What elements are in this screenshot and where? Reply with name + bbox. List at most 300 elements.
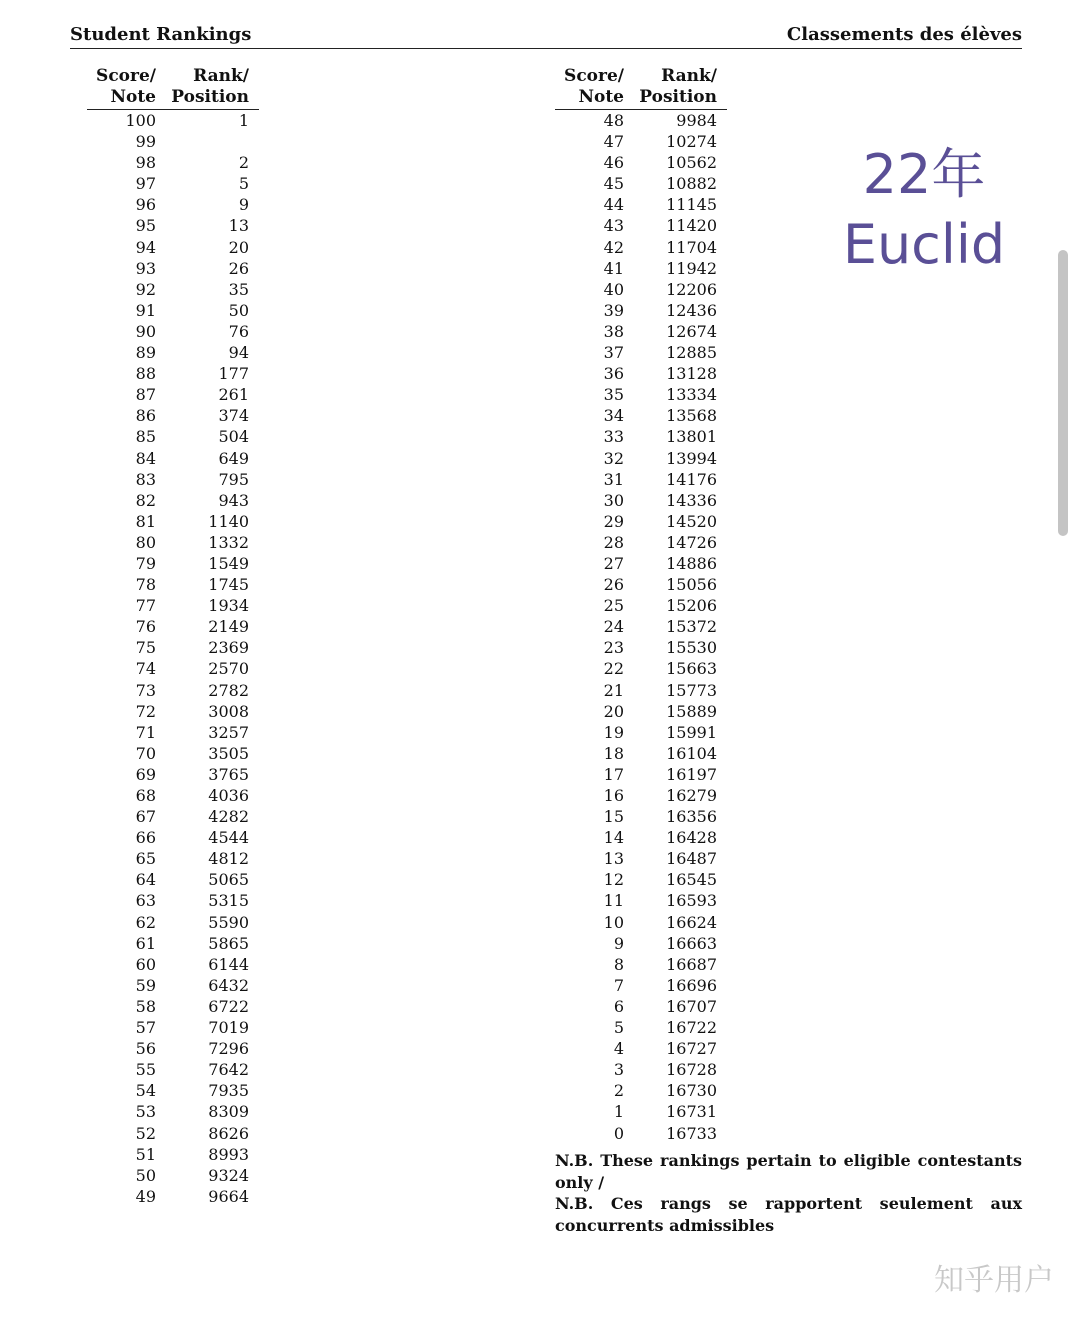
table-row — [87, 954, 259, 975]
table-row — [555, 110, 727, 131]
table-row — [555, 616, 727, 637]
score-cell: 14 — [603, 828, 624, 848]
score-cell: 79 — [135, 553, 156, 573]
table-row — [87, 827, 259, 848]
score-cell: 75 — [135, 638, 156, 658]
table-row — [87, 975, 259, 996]
rank-cell: 20 — [228, 237, 249, 257]
score-cell: 91 — [135, 300, 156, 320]
rank-cell: 4282 — [208, 807, 249, 827]
table-row — [555, 469, 727, 490]
table-row — [87, 701, 259, 722]
rank-cell: 14886 — [666, 553, 717, 573]
rank-cell: 2149 — [208, 617, 249, 637]
table-row — [555, 785, 727, 806]
table-row — [87, 131, 259, 152]
table-row — [87, 1038, 259, 1059]
rank-cell: 16733 — [666, 1123, 717, 1143]
rank-cell: 12206 — [666, 279, 717, 299]
table-row — [555, 595, 727, 616]
score-cell: 45 — [603, 174, 624, 194]
rank-cell: 2570 — [208, 659, 249, 679]
score-cell: 18 — [603, 743, 624, 763]
rank-cell: 11145 — [666, 195, 717, 215]
rank-cell: 12885 — [666, 343, 717, 363]
table-row — [87, 258, 259, 279]
score-cell: 92 — [135, 279, 156, 299]
score-cell: 58 — [135, 996, 156, 1016]
rank-cell: 8993 — [208, 1144, 249, 1164]
table-row — [555, 194, 727, 215]
table-row — [555, 237, 727, 258]
rank-cell: 5590 — [208, 912, 249, 932]
table-row — [555, 152, 727, 173]
rank-cell: 4812 — [208, 849, 249, 869]
score-cell: 39 — [603, 300, 624, 320]
rank-cell: 5 — [238, 174, 249, 194]
table-row — [87, 743, 259, 764]
table-row — [555, 637, 727, 658]
rank-cell: 11942 — [666, 258, 717, 278]
rank-cell: 15991 — [666, 722, 717, 742]
table-body — [87, 110, 259, 1207]
rank-cell: 5315 — [208, 891, 249, 911]
table-row — [555, 448, 727, 469]
score-cell: 16 — [603, 786, 624, 805]
rank-cell: 1140 — [208, 511, 249, 531]
rank-cell — [156, 131, 249, 152]
rank-cell: 16487 — [666, 849, 717, 869]
table-row — [87, 173, 259, 194]
rank-cell: 10882 — [666, 174, 717, 194]
rank-cell: 1 — [238, 111, 249, 130]
rank-cell: 14176 — [666, 469, 717, 489]
table-row — [555, 954, 727, 975]
table-row — [555, 215, 727, 236]
table-row — [555, 1038, 727, 1059]
table-row — [87, 363, 259, 384]
score-cell: 38 — [603, 321, 624, 341]
rank-cell: 16730 — [666, 1081, 717, 1101]
table-row — [87, 342, 259, 363]
score-cell: 36 — [603, 364, 624, 384]
vertical-scrollbar[interactable] — [1058, 250, 1068, 536]
rank-column-header: Rank/ Position — [171, 66, 249, 107]
table-row — [87, 511, 259, 532]
table-row — [555, 363, 727, 384]
rank-cell: 8309 — [208, 1102, 249, 1122]
rank-cell: 16731 — [666, 1102, 717, 1122]
score-cell: 43 — [603, 216, 624, 236]
table-row — [87, 110, 259, 131]
rank-cell: 14336 — [666, 490, 717, 510]
table-row — [87, 1080, 259, 1101]
score-cell: 69 — [135, 764, 156, 784]
rank-cell: 15530 — [666, 638, 717, 658]
footnote-french: N.B. Ces rangs se rapportent seulement aux concurrents admissibles — [555, 1194, 1022, 1235]
rank-cell: 16545 — [666, 870, 717, 890]
score-cell: 12 — [603, 870, 624, 890]
table-row — [555, 426, 727, 447]
table-row — [87, 595, 259, 616]
score-cell: 90 — [135, 321, 156, 341]
table-row — [555, 384, 727, 405]
score-cell: 97 — [135, 174, 156, 194]
rank-cell: 177 — [218, 364, 249, 384]
rank-cell: 16696 — [666, 975, 717, 995]
table-row — [555, 975, 727, 996]
score-cell: 32 — [603, 448, 624, 468]
rank-cell: 3505 — [208, 743, 249, 763]
table-row — [555, 764, 727, 785]
rank-cell: 16663 — [666, 933, 717, 953]
annotation-year: 22年 — [862, 143, 986, 206]
table-row — [555, 1017, 727, 1038]
score-cell: 5 — [613, 1018, 624, 1038]
table-row — [555, 574, 727, 595]
table-row — [555, 511, 727, 532]
table-row — [555, 1080, 727, 1101]
table-row — [87, 490, 259, 511]
score-cell: 70 — [135, 743, 156, 763]
table-row — [555, 405, 727, 426]
rank-cell: 2782 — [208, 680, 249, 700]
table-row — [555, 848, 727, 869]
rank-cell: 13334 — [666, 385, 717, 405]
rank-cell: 795 — [218, 469, 249, 489]
table-row — [555, 279, 727, 300]
rank-cell: 8626 — [208, 1123, 249, 1143]
rank-cell: 15889 — [666, 701, 717, 721]
rank-cell: 7296 — [208, 1039, 249, 1059]
score-cell: 50 — [135, 1165, 156, 1185]
table-row — [555, 342, 727, 363]
score-cell: 62 — [135, 912, 156, 932]
rank-cell: 13128 — [666, 364, 717, 384]
rank-cell: 5865 — [208, 933, 249, 953]
table-row — [87, 1059, 259, 1080]
rank-cell: 16624 — [666, 912, 717, 932]
rank-cell: 9324 — [208, 1165, 249, 1185]
table-row — [87, 933, 259, 954]
score-cell: 10 — [603, 912, 624, 932]
score-cell: 66 — [135, 828, 156, 848]
score-cell: 13 — [603, 849, 624, 869]
table-row — [87, 722, 259, 743]
table-row — [555, 1123, 727, 1144]
score-cell: 20 — [603, 701, 624, 721]
score-cell: 76 — [135, 617, 156, 637]
rank-cell: 15773 — [666, 680, 717, 700]
rank-cell: 1332 — [208, 532, 249, 552]
rank-cell: 261 — [218, 385, 249, 405]
table-row — [555, 722, 727, 743]
table-row — [87, 616, 259, 637]
rank-cell: 16104 — [666, 743, 717, 763]
score-cell: 23 — [603, 638, 624, 658]
table-row — [87, 806, 259, 827]
score-cell: 48 — [603, 111, 624, 130]
score-cell: 44 — [603, 195, 624, 215]
score-cell: 42 — [603, 237, 624, 257]
table-row — [555, 300, 727, 321]
score-cell: 99 — [135, 132, 156, 152]
score-cell: 35 — [603, 385, 624, 405]
score-cell: 41 — [603, 258, 624, 278]
score-cell: 64 — [135, 870, 156, 890]
table-row — [555, 553, 727, 574]
score-cell: 55 — [135, 1060, 156, 1080]
rank-cell: 9984 — [676, 111, 717, 130]
header-title-french: Classements des élèves — [786, 24, 1022, 45]
table-row — [87, 1165, 259, 1186]
score-cell: 93 — [135, 258, 156, 278]
rank-cell: 26 — [228, 258, 249, 278]
score-cell: 60 — [135, 954, 156, 974]
header-rule — [70, 48, 1022, 49]
footnote-english: N.B. These rankings pertain to eligible contestants only / — [555, 1151, 1022, 1192]
score-cell: 28 — [603, 532, 624, 552]
table-row — [555, 933, 727, 954]
table-row — [555, 827, 727, 848]
score-cell: 51 — [135, 1144, 156, 1164]
score-cell: 68 — [135, 786, 156, 805]
table-row — [555, 1059, 727, 1080]
score-cell: 19 — [603, 722, 624, 742]
table-row — [555, 131, 727, 152]
rank-cell: 16728 — [666, 1060, 717, 1080]
table-row — [87, 405, 259, 426]
rank-cell: 11704 — [666, 237, 717, 257]
score-cell: 95 — [135, 216, 156, 236]
score-cell: 59 — [135, 975, 156, 995]
table-row — [87, 764, 259, 785]
table-row — [555, 890, 727, 911]
score-cell: 31 — [603, 469, 624, 489]
table-row — [555, 701, 727, 722]
table-row — [87, 553, 259, 574]
table-row — [87, 448, 259, 469]
score-cell: 54 — [135, 1081, 156, 1101]
score-cell: 65 — [135, 849, 156, 869]
table-row — [555, 658, 727, 679]
rank-cell: 16707 — [666, 996, 717, 1016]
table-row — [87, 237, 259, 258]
table-row — [555, 173, 727, 194]
rank-cell: 10274 — [666, 132, 717, 152]
table-row — [87, 1101, 259, 1122]
score-cell: 83 — [135, 469, 156, 489]
score-cell: 30 — [603, 490, 624, 510]
score-cell: 3 — [613, 1060, 624, 1080]
handwritten-annotation — [830, 140, 1018, 280]
rank-cell: 7642 — [208, 1060, 249, 1080]
rank-cell: 4036 — [208, 786, 249, 805]
table-row — [87, 996, 259, 1017]
table-row — [87, 574, 259, 595]
score-cell: 86 — [135, 406, 156, 426]
rank-cell: 16687 — [666, 954, 717, 974]
table-row — [555, 680, 727, 701]
score-cell: 88 — [135, 364, 156, 384]
score-cell: 1 — [613, 1102, 624, 1122]
score-cell: 25 — [603, 596, 624, 616]
score-cell: 73 — [135, 680, 156, 700]
rank-cell: 1549 — [208, 553, 249, 573]
table-row — [87, 532, 259, 553]
rank-cell: 7935 — [208, 1081, 249, 1101]
footnote — [555, 1150, 1022, 1236]
score-cell: 34 — [603, 406, 624, 426]
score-cell: 27 — [603, 553, 624, 573]
rank-cell: 15206 — [666, 596, 717, 616]
rank-cell: 16197 — [666, 764, 717, 784]
ranking-table-left — [87, 66, 259, 1207]
table-row — [87, 384, 259, 405]
score-cell: 57 — [135, 1018, 156, 1038]
table-row — [87, 912, 259, 933]
rank-cell: 15372 — [666, 617, 717, 637]
rank-cell: 9 — [238, 195, 249, 215]
table-row — [87, 658, 259, 679]
rank-cell: 15663 — [666, 659, 717, 679]
table-header — [555, 66, 727, 110]
table-row — [87, 785, 259, 806]
table-header — [87, 66, 259, 110]
score-cell: 98 — [135, 153, 156, 173]
rank-cell: 3257 — [208, 722, 249, 742]
score-cell: 67 — [135, 807, 156, 827]
score-cell: 96 — [135, 195, 156, 215]
rank-cell: 4544 — [208, 828, 249, 848]
rank-cell: 6722 — [208, 996, 249, 1016]
score-cell: 9 — [613, 933, 624, 953]
score-cell: 7 — [613, 975, 624, 995]
rank-cell: 6144 — [208, 954, 249, 974]
rank-cell: 374 — [218, 406, 249, 426]
score-cell: 56 — [135, 1039, 156, 1059]
table-row — [555, 1101, 727, 1122]
score-cell: 11 — [603, 891, 624, 911]
table-row — [87, 1186, 259, 1207]
score-cell: 81 — [135, 511, 156, 531]
score-cell: 37 — [603, 343, 624, 363]
table-row — [87, 321, 259, 342]
header-title-english: Student Rankings — [70, 24, 252, 45]
rank-cell: 2369 — [208, 638, 249, 658]
table-row — [87, 1144, 259, 1165]
table-row — [87, 469, 259, 490]
score-cell: 22 — [603, 659, 624, 679]
score-cell: 15 — [603, 807, 624, 827]
rank-cell: 94 — [228, 343, 249, 363]
rank-cell: 16593 — [666, 891, 717, 911]
table-row — [87, 194, 259, 215]
rank-cell: 649 — [218, 448, 249, 468]
table-row — [555, 258, 727, 279]
rank-cell: 2 — [238, 153, 249, 173]
rank-cell: 10562 — [666, 153, 717, 173]
score-cell: 100 — [125, 111, 156, 130]
rank-cell: 7019 — [208, 1018, 249, 1038]
table-row — [87, 1123, 259, 1144]
score-cell: 71 — [135, 722, 156, 742]
table-row — [555, 912, 727, 933]
score-cell: 47 — [603, 132, 624, 152]
table-row — [555, 321, 727, 342]
rank-cell: 15056 — [666, 575, 717, 595]
rank-cell: 13994 — [666, 448, 717, 468]
rank-cell: 50 — [228, 300, 249, 320]
score-cell: 63 — [135, 891, 156, 911]
table-row — [87, 637, 259, 658]
table-body — [555, 110, 727, 1144]
table-row — [87, 300, 259, 321]
score-cell: 61 — [135, 933, 156, 953]
score-cell: 89 — [135, 343, 156, 363]
table-row — [87, 848, 259, 869]
table-row — [87, 890, 259, 911]
rank-cell: 12436 — [666, 300, 717, 320]
rank-cell: 35 — [228, 279, 249, 299]
rank-cell: 3008 — [208, 701, 249, 721]
score-cell: 24 — [603, 617, 624, 637]
table-row — [87, 279, 259, 300]
score-column-header: Score/ Note — [564, 66, 624, 107]
rank-cell: 16279 — [666, 786, 717, 805]
score-cell: 26 — [603, 575, 624, 595]
table-row — [87, 1017, 259, 1038]
score-cell: 49 — [135, 1186, 156, 1206]
table-row — [555, 996, 727, 1017]
score-cell: 84 — [135, 448, 156, 468]
rank-column-header: Rank/ Position — [639, 66, 717, 107]
score-cell: 87 — [135, 385, 156, 405]
rank-cell: 9664 — [208, 1186, 249, 1206]
score-cell: 78 — [135, 575, 156, 595]
ranking-table-right — [555, 66, 727, 1144]
rank-cell: 12674 — [666, 321, 717, 341]
table-row — [87, 869, 259, 890]
rank-cell: 76 — [228, 321, 249, 341]
rank-cell: 1934 — [208, 596, 249, 616]
rank-cell: 16428 — [666, 828, 717, 848]
corner-watermark: 知乎用户 — [934, 1263, 1054, 1298]
rank-cell: 13 — [228, 216, 249, 236]
table-row — [87, 680, 259, 701]
rank-cell: 943 — [218, 490, 249, 510]
table-row — [555, 490, 727, 511]
score-cell: 4 — [613, 1039, 624, 1059]
rank-cell: 6432 — [208, 975, 249, 995]
rank-cell: 11420 — [666, 216, 717, 236]
score-cell: 2 — [613, 1081, 624, 1101]
table-row — [87, 426, 259, 447]
rank-cell: 5065 — [208, 870, 249, 890]
score-cell: 52 — [135, 1123, 156, 1143]
score-cell: 33 — [603, 427, 624, 447]
score-cell: 21 — [603, 680, 624, 700]
table-row — [87, 215, 259, 236]
rank-cell: 3765 — [208, 764, 249, 784]
rank-cell: 13801 — [666, 427, 717, 447]
score-column-header: Score/ Note — [96, 66, 156, 107]
score-cell: 46 — [603, 153, 624, 173]
score-cell: 6 — [613, 996, 624, 1016]
rank-cell: 14726 — [666, 532, 717, 552]
score-cell: 72 — [135, 701, 156, 721]
table-row — [555, 532, 727, 553]
